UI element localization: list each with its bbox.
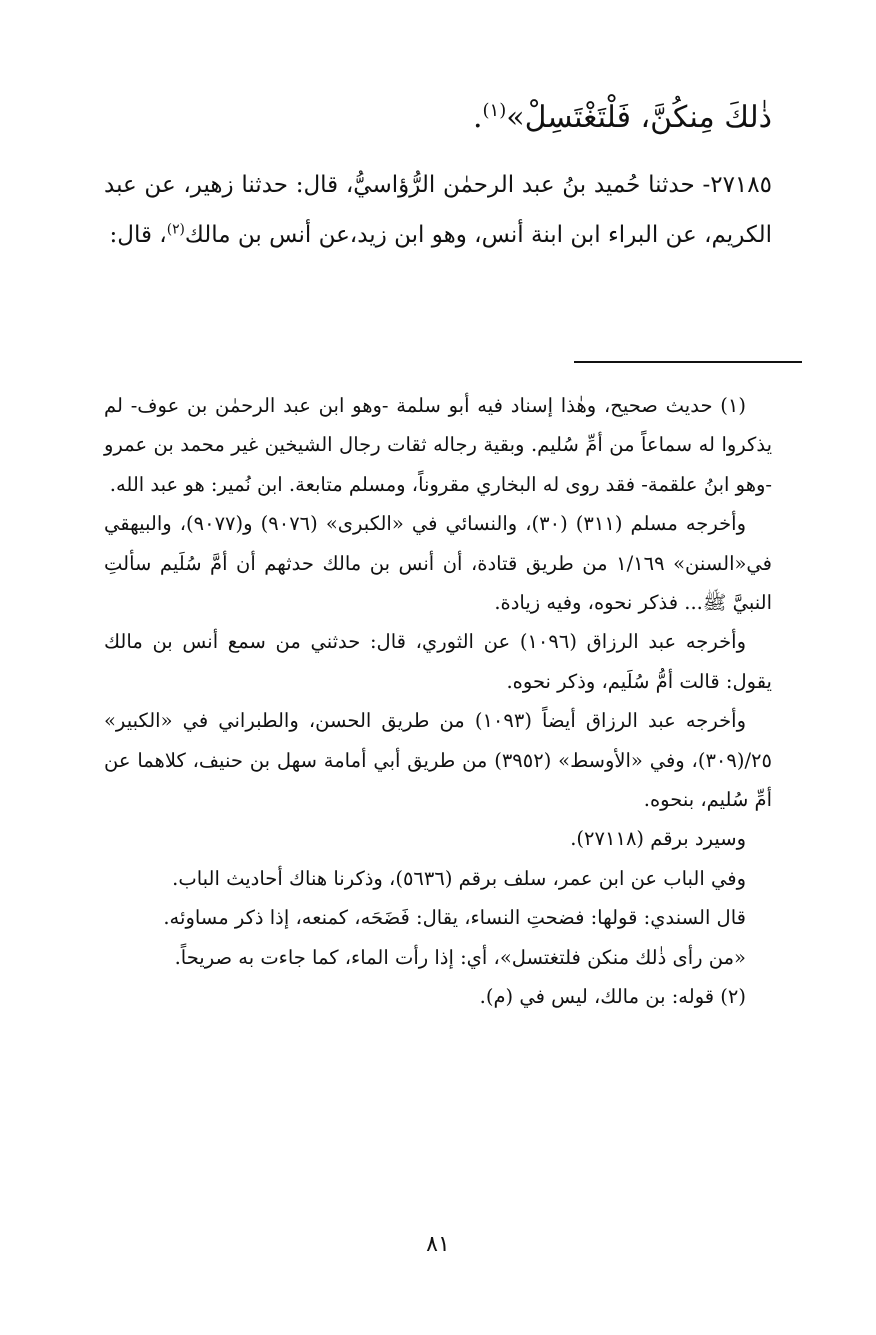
- continuation-line: [104, 96, 772, 140]
- continuation-text: ذٰلكَ مِنكُنَّ، فَلْتَغْتَسِلْ»: [506, 100, 772, 135]
- footnote-paragraph: وأخرجه عبد الرزاق (١٠٩٦) عن الثوري، قال: حدثني من سمع أنس بن مالك يقول: قالت أمُّ سُلَيم، وذكر نحوه.: [104, 630, 772, 693]
- hadith-text: حدثنا حُميد بنُ عبد الرحمٰن الرُّؤاسيُّ، قال: حدثنا زهير، عن عبد الكريم، عن البراء ابن ابنة أنس، وهو ابن زيد،عن أنس بن مالك: [104, 172, 772, 248]
- footnotes: [104, 386, 772, 1017]
- footnote-paragraph: وأخرجه عبد الرزاق أيضاً (١٠٩٣) من طريق الحسن، والطبراني في «الكبير» ٢٥/(٣٠٩)، وفي «الأوسط» (٣٩٥٢) من طريق أبي أمامة سهل بن حنيف، كلاهما عن أمِّ سُليم، بنحوه.: [104, 709, 772, 812]
- hadith-number: ٢٧١٨٥-: [702, 172, 772, 198]
- footnote-paragraph: وسيرد برقم (٢٧١١٨).: [570, 827, 746, 851]
- footnote-1: (١) حديث صحيح، وهٰذا إسناد فيه أبو سلمة -وهو ابن عبد الرحمٰن بن عوف- لم يذكروا له سماعاً من أمِّ سُليم. وبقية رجاله ثقات رجال الشيخين غير محمد بن عمرو -وهو ابنُ علقمة- فقد روى له البخاري مقروناً، ومسلم متابعة. ابن نُمير: هو عبد الله.: [104, 394, 772, 496]
- footnote-paragraph: «من رأى ذٰلك منكن فلتغتسل»، أي: إذا رأت الماء، كما جاءت به صريحاً.: [174, 945, 746, 969]
- continuation-end: .: [472, 100, 483, 135]
- footnote-ref-2: (٢): [166, 221, 185, 238]
- footnote-ref-1: (١): [482, 100, 507, 121]
- hadith-text-end: ، قال:: [109, 222, 167, 248]
- footnote-paragraph: قال السندي: قولها: فضحتِ النساء، يقال: فَضَحَه، كمنعه، إذا ذكر مساوئه.: [163, 906, 746, 930]
- footnote-2: (٢) قوله: بن مالك، ليس في (م).: [479, 985, 746, 1009]
- hadith-paragraph: [104, 160, 772, 260]
- footnote-paragraph: وأخرجه مسلم (٣١١) (٣٠)، والنسائي في «الكبرى» (٩٠٧٦) و(٩٠٧٧)، والبيهقي في«السنن» ١/١٦٩ من طريق قتادة، أن أنس بن مالك حدثهم أن أمَّ سُلَيم سألتِ النبيَّ ﷺ... فذكر نحوه، وفيه زيادة.: [104, 512, 772, 615]
- page-number: ٨١: [426, 1232, 450, 1257]
- footnote-separator: [574, 361, 802, 363]
- footnote-paragraph: وفي الباب عن ابن عمر، سلف برقم (٥٦٣٦)، وذكرنا هناك أحاديث الباب.: [172, 866, 746, 890]
